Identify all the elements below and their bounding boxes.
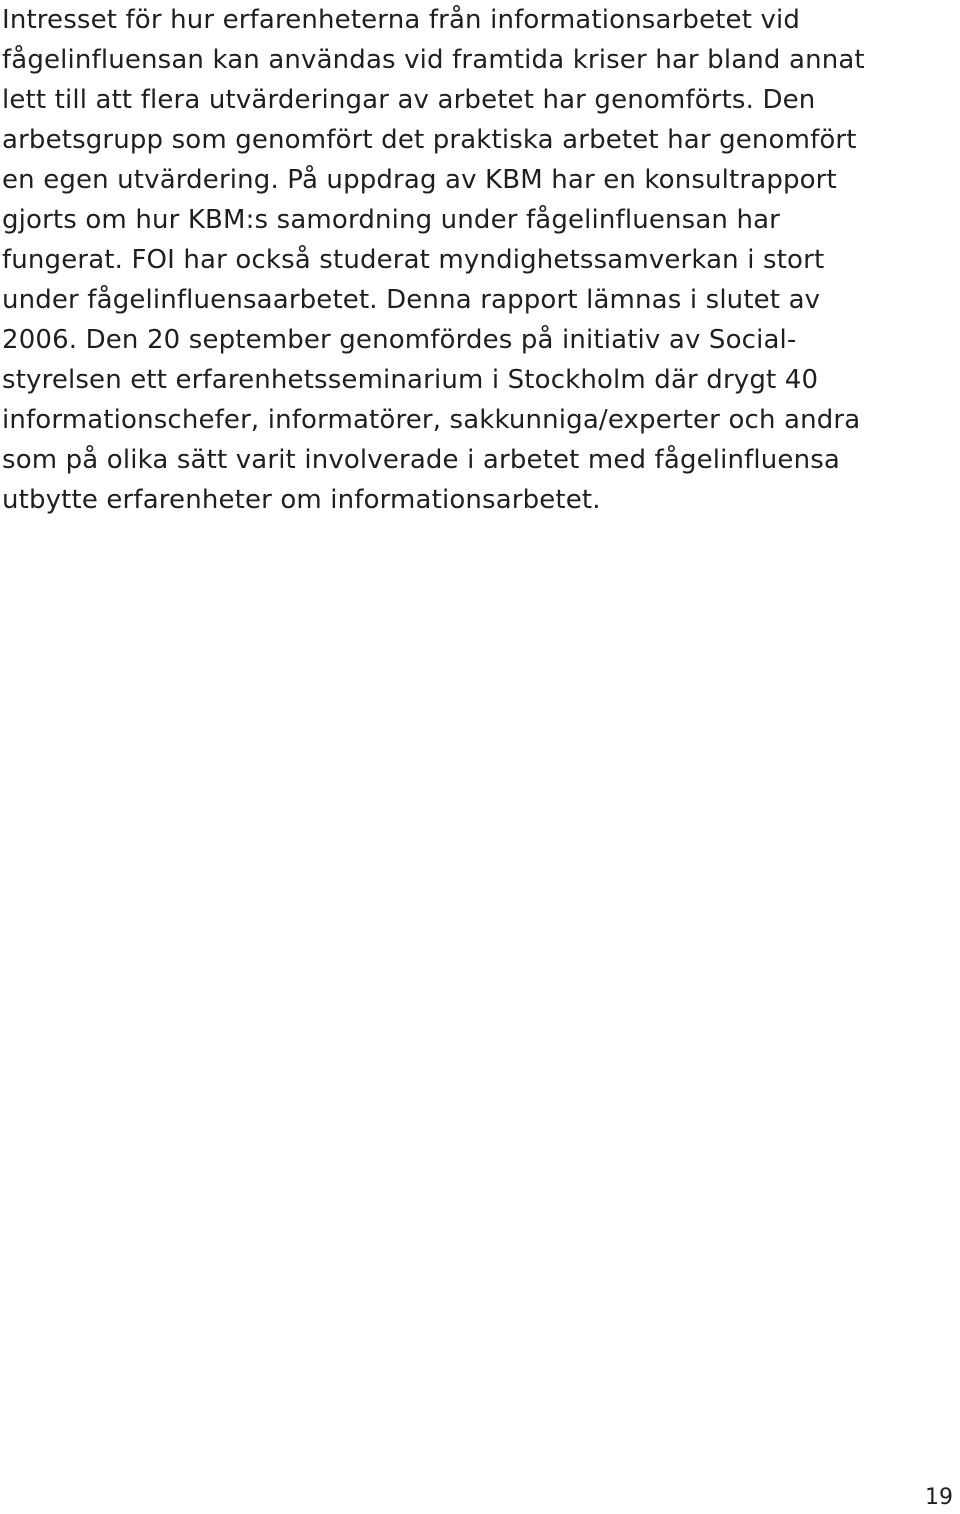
paragraph-line: en egen utvärdering. På uppdrag av KBM har en konsultrapport — [2, 165, 837, 195]
paragraph-line: informationschefer, informatörer, sakkunniga/experter och andra — [2, 405, 861, 435]
paragraph-line: 2006. Den 20 september genomfördes på initiativ av Social- — [2, 325, 797, 355]
paragraph-line: lett till att flera utvärderingar av arbetet har genomförts. Den — [2, 85, 816, 115]
paragraph-line: arbetsgrupp som genomfört det praktiska arbetet har genomfört — [2, 125, 857, 155]
paragraph-line: Intresset för hur erfarenheterna från informationsarbetet vid — [2, 5, 801, 35]
paragraph-line: fungerat. FOI har också studerat myndighetssamverkan i stort — [2, 245, 825, 275]
page-number: 19 — [925, 1485, 953, 1510]
paragraph-line: fågelinfluensan kan användas vid framtida kriser har bland annat — [2, 45, 865, 75]
paragraph-line: som på olika sätt varit involverade i arbetet med fågelinfluensa — [2, 445, 840, 475]
body-paragraph — [2, 0, 952, 520]
paragraph-line: styrelsen ett erfarenhetsseminarium i Stockholm där drygt 40 — [2, 365, 819, 395]
paragraph-line: gjorts om hur KBM:s samordning under fågelinfluensan har — [2, 205, 781, 235]
paragraph-line: utbytte erfarenheter om informationsarbetet. — [2, 485, 601, 515]
paragraph-line: under fågelinfluensaarbetet. Denna rapport lämnas i slutet av — [2, 285, 821, 315]
